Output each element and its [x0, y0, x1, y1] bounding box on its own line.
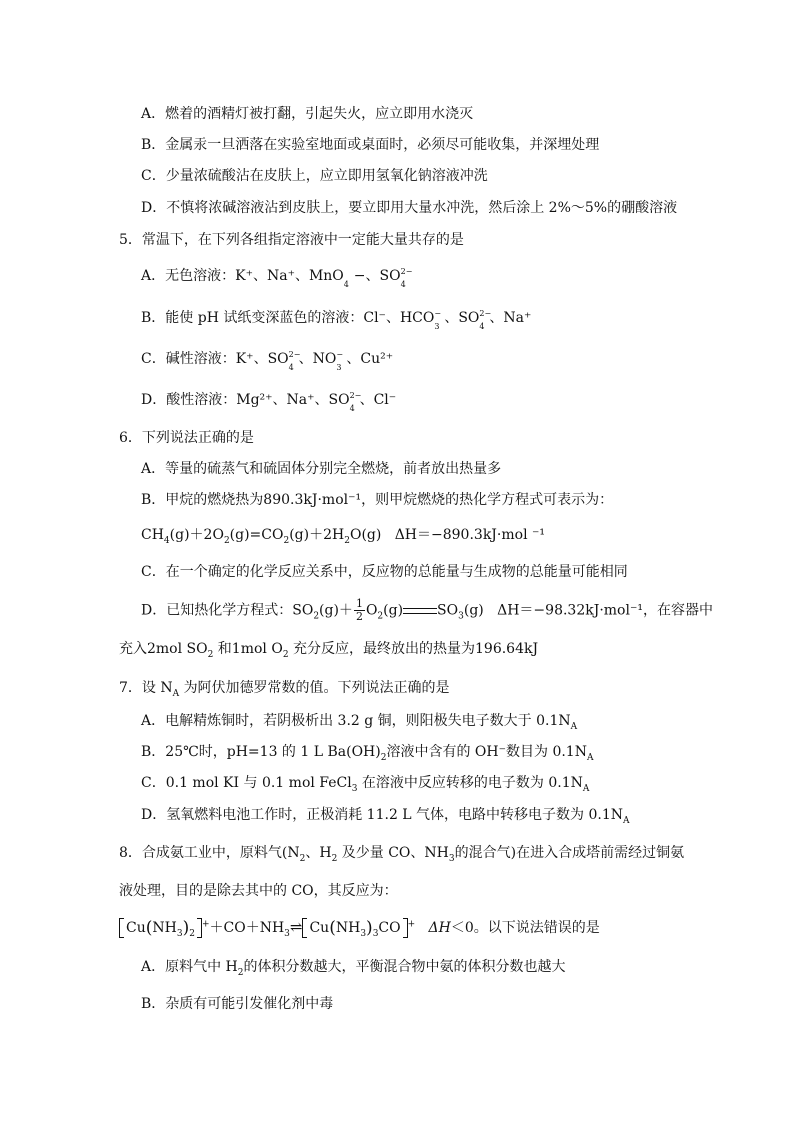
left-bracket-icon	[302, 918, 307, 938]
q6-stem: 6．下列说法正确的是	[119, 430, 254, 446]
q4-option-c: C．少量浓硫酸沾在皮肤上，应立即用氢氧化钠溶液冲洗	[141, 168, 488, 184]
q4-option-a: A．燃着的酒精灯被打翻，引起失火，应立即用水浇灭	[141, 106, 474, 122]
equilibrium-arrow-icon	[403, 605, 437, 617]
q4-option-d: D．不慎将浓碱溶液沾到皮肤上，要立即用大量水冲洗，然后涂上 2%～5%的硼酸溶液	[141, 200, 678, 216]
q4-option-b: B．金属汞一旦洒落在实验室地面或桌面时，必须尽可能收集，并深埋处理	[141, 137, 600, 153]
q7-stem: 7．设 $N_A$ 为阿伏加德罗常数的值。下列说法正确的是	[119, 680, 450, 699]
fraction-one-half: $\frac{1}{2}$	[355, 597, 363, 623]
q5-stem: 5．常温下，在下列各组指定溶液中一定能大量共存的是	[119, 232, 464, 248]
q5-option-d: D．酸性溶液：Mg²⁺、Na⁺、SO 2− 4 、Cl⁻	[141, 391, 397, 413]
q7-option-b: B．25℃时，pH=13 的 1 L $Ba(OH)_2$溶液中含有的 OH⁻数目为 $0.1N_A$	[141, 744, 594, 763]
q8-stem: 8．合成氨工业中，原料气($N_2$、$H_2$ 及少量 CO、$NH_3$的混合气)在进入合成塔前需经过铜氨	[119, 845, 685, 864]
q8-stem-line2: 液处理，目的是除去其中的 CO，其反应为：	[119, 883, 398, 899]
left-bracket-icon	[119, 918, 124, 938]
q7-option-d: D．氢氧燃料电池工作时，正极消耗 11.2 L 气体，电路中转移电子数为 $0.1N_A$	[141, 807, 630, 826]
q7-option-a: A．电解精炼铜时，若阴极析出 3.2 g 铜，则阳极失电子数大于 $0.1N_A$	[141, 713, 578, 732]
q6-option-b: B．甲烷的燃烧热为890.3kJ·mol⁻¹，则甲烷燃烧的热化学方程式可表示为：	[141, 492, 614, 508]
q5-option-a: A．无色溶液：K⁺、Na⁺、MnO 4 −、SO 2− 4	[141, 267, 413, 289]
q6-option-a: A．等量的硫蒸气和硫固体分别完全燃烧，前者放出热量多	[141, 461, 502, 477]
q6-option-c: C．在一个确定的化学反应关系中，反应物的总能量与生成物的总能量可能相同	[141, 564, 628, 580]
q8-option-a: A．原料气中 $H_2$的体积分数越大，平衡混合物中氨的体积分数也越大	[141, 959, 566, 978]
q5-option-c: C．碱性溶液：K⁺、SO 2− 4 、NO − 3 、Cu²⁺	[141, 350, 394, 372]
q5-option-b: B．能使 pH 试纸变深蓝色的溶液：Cl⁻、HCO − 3 、SO 2− 4 、Na⁺	[141, 309, 532, 331]
q8-reaction-equation: $Cu(NH_3)_2^++CO+NH_3\rightleftharpoons$ $Cu(NH_3)_3CO$ + ΔH＜0。以下说法错误的是	[119, 917, 600, 938]
q6-equation: $CH_4(g)+2O_2(g)=CO_2(g)+2H_2O(g)$ ΔH＝−890.3kJ·mol ⁻¹	[141, 527, 545, 546]
q6-option-d-continued: 充入2mol $SO_2$ 和1mol $O_2$ 充分反应，最终放出的热量为196.64kJ	[119, 641, 539, 660]
q7-option-c: C．0.1 mol KI 与 0.1 mol FeCl$_3$ 在溶液中反应转移的电子数为 $0.1N_A$	[141, 775, 590, 794]
q6-option-d: D．已知热化学方程式：$SO_2(g)+$ $\frac{1}{2}$ $O_2(g)$ $SO_3(g)$ ΔH＝−98.32kJ·mol⁻¹，在容器中	[141, 597, 713, 623]
q8-option-b: B．杂质有可能引发催化剂中毒	[141, 996, 334, 1012]
